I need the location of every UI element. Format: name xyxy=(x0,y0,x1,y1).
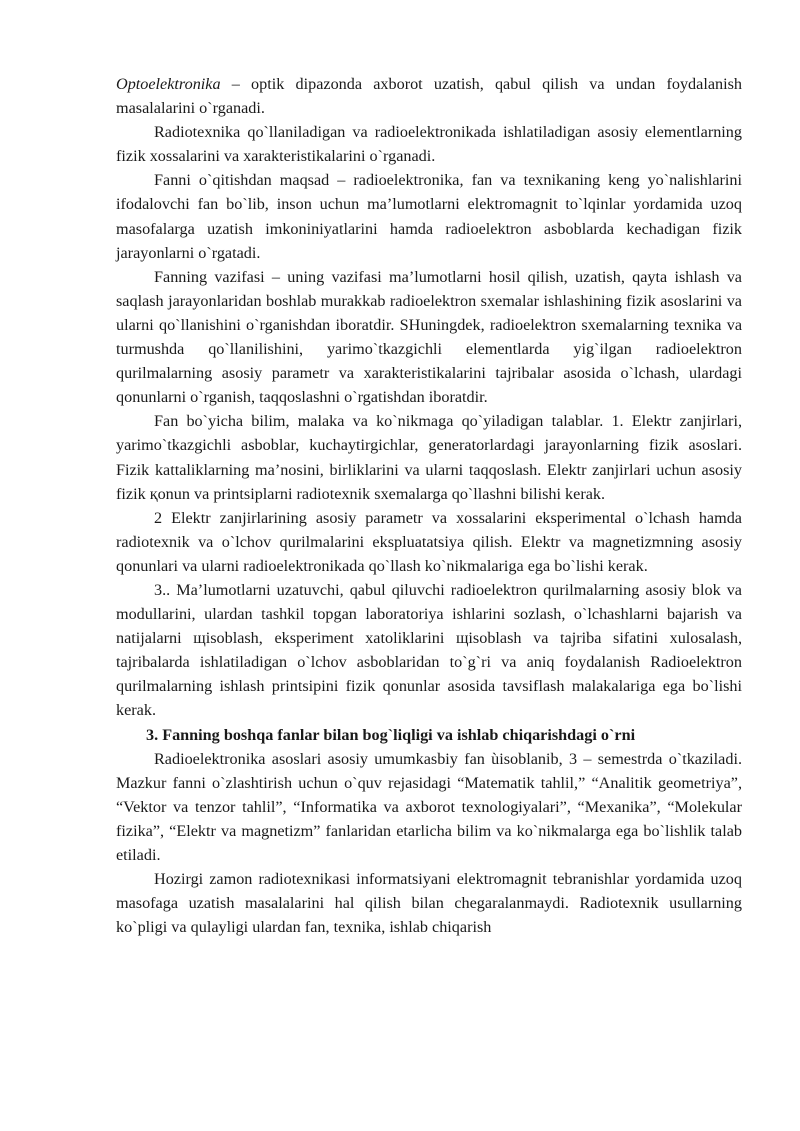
paragraph-prerequisites: Radioelektronika asoslari asosiy umumkasbiy fan ùisoblanib, 3 – semestrda o`tkaziladi. Mazkur fanni o`zlashtirish uchun o`quv rejasidagi “Matematik tahlil,” “Analitik geometriya”, “Vektor va tenzor tahlil”, “Informatika va axborot texnologiyalari”, “Mexanika”, “Molekular fizika”, “Elektr va magnetizm” fanlaridan etarlicha bilim va ko`nikmalarga ega bo`lishlik talab etiladi. xyxy=(116,749,742,864)
paragraph-modern-radiotechnics: Hozirgi zamon radiotexnikasi informatsiyani elektromagnit tebranishlar yordamida uzoq masofaga uzatish masalalarini hal qilish bilan chegaralanmaydi. Radiotexnik usullarning ko`pligi va qulayligi ulardan fan, texnika, ishlab chiqarish xyxy=(116,870,742,937)
paragraph-requirements-1: Fan bo`yicha bilim, malaka va ko`nikmaga qo`yiladigan talablar. 1. Elektr zanjirlari, yarimo`tkazgichli asboblar, kuchaytirgichlar, generatorlardagi jarayonlarning fizik asoslari. Fizik kattaliklarning ma’nosini, birliklarini va ularni taqqoslash. Elektr zanjirlari uchun asosiy fizik қonun va printsiplarni radiotexnik sxemalarga qo`llashni bilishi kerak. xyxy=(116,412,742,503)
term-optoelektronika: Optoelektronika xyxy=(116,75,221,93)
paragraph-requirements-3: 3.. Ma’lumotlarni uzatuvchi, qabul qiluvchi radioelektron qurilmalarning asosiy blok va modullarini, ulardan tashkil topgan laboratoriya ishlarini sozlash, o`lchashlarni bajarish va natijalarni щisoblash, eksperiment xatoliklarini щisoblash va tajriba sifatini xulosalash, tajribalarda ishlatiladigan o`lchov asboblaridan to`g`ri va aniq foydalanish Radioelektron qurilmalarning ishlash printsipini fizik qonunlar asosida tavsiflash malakalariga ega bo`lishi kerak. xyxy=(116,580,742,720)
section-heading: 3. Fanning boshqa fanlar bilan bog`liqligi va ishlab chiqarishdagi o`rni xyxy=(146,725,636,744)
paragraph-course-task: Fanning vazifasi – uning vazifasi ma’lumotlarni hosil qilish, uzatish, qayta ishlash va saqlash jarayonlaridan boshlab murakkab radioelektron sxemalar ishlashining fizik asoslarini va ularni qo`llanishini o`rganishdan iboratdir. SHuningdek, radioelektron sxemalarning texnika va turmushda qo`llanilishini, yarimo`tkazgichli elementlarda yig`ilgan radioelektron qurilmalarning asosiy parametr va xarakteristikalarini tajribalar asosida o`lchash, ulardagi qonunlarni o`rganish, taqqoslashni o`rgatishdan iboratdir. xyxy=(116,267,742,407)
paragraph-optoelectronics xyxy=(116,72,742,120)
paragraph-radiotechnics: Radiotexnika qo`llaniladigan va radioelektronikada ishlatiladigan asosiy elementlarning fizik xossalarini va xarakteristikalarini o`rganadi. xyxy=(116,123,742,166)
paragraph-requirements-2: 2 Elektr zanjirlarining asosiy parametr va xossalarini eksperimental o`lchash hamda radiotexnik va o`lchov qurilmalarini ekspluatatsiya qilish. Elektr va magnetizmning asosiy qonunlari va ularni radioelektronikada qo`llash ko`nikmalariga ega bo`lishi kerak. xyxy=(116,508,742,575)
document-page xyxy=(116,72,742,939)
paragraph-course-goal: Fanni o`qitishdan maqsad – radioelektronika, fan va texnikaning keng yo`nalishlarini ifodalovchi fan bo`lib, inson uchun ma’lumotlarni elektromagnit to`lqinlar yordamida uzoq masofalarga uzatish imkoniniyatlarini hamda radioelektron asboblarda kechadigan fizik jarayonlarni o`rgatadi. xyxy=(116,171,742,262)
paragraph-text: – optik dipazonda axborot uzatish, qabul qilish va undan foydalanish masalalarini o`rganadi. xyxy=(116,75,742,118)
